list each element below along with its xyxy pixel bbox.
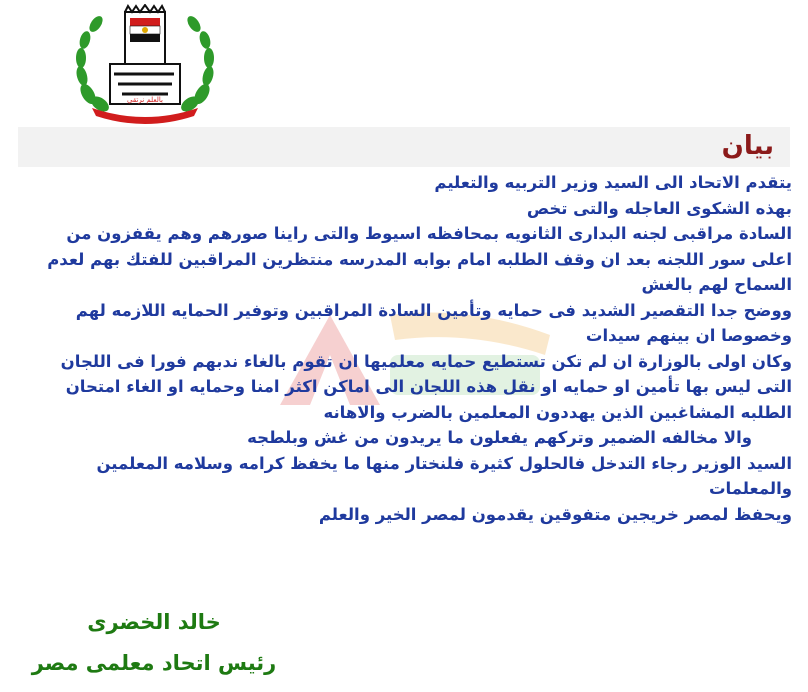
title-bar xyxy=(18,127,790,167)
paragraph: ووضح جدا التقصير الشديد فى حمايه وتأمين السادة المراقبين وتوفير الحمايه اللازمه لهم وخصوصا ان بينهم سيدات xyxy=(75,300,792,345)
signature-name: خالد الخضرى xyxy=(87,610,221,634)
paragraph: السادة مراقبى لجنه البدارى الثانويه بمحافظه اسيوط والتى راينا صورهم وهم يقفزون من اعلى سور اللجنه بعد ان وقف الطلبه امام بوابه المدرسه منتظرين المراقبين للفتك بهم لعدم السماح لهم بالغش xyxy=(47,224,792,294)
paragraph: السيد الوزير رجاء التدخل فالحلول كثيرة فلنختار منها ما يخفظ كرامه وسلامه المعلمين والمعلمات xyxy=(96,453,792,498)
page-title: بيان xyxy=(721,131,774,161)
paragraph: بهذه الشكوى العاجله والتى تخص xyxy=(526,198,792,218)
paragraph: ويحفظ لمصر خريجين متفوقين يقدمون لمصر الخير والعلم xyxy=(318,504,792,524)
signature-title: رئيس اتحاد معلمى مصر xyxy=(31,651,277,675)
union-logo xyxy=(70,4,220,124)
paragraph: يتقدم الاتحاد الى السيد وزير التربيه والتعليم xyxy=(434,173,792,192)
paragraph: وكان اولى بالوزارة ان لم تكن تستطيع حمايه معلميها ان تقوم بالغاء ندبهم فورا فى اللجان التى ليس بها تأمين او حمايه او نقل هذه اللجان الى اماكن اكثر امنا وحمايه او الغاء امتحان الطلبه المشاغبين الذين يهددون المعلمين بالضرب والاهانه xyxy=(60,351,792,422)
statement-body xyxy=(30,170,792,527)
paragraph: والا مخالفه الضمير وتركهم يفعلون ما يريدون من غش وبلطجه xyxy=(247,428,752,447)
svg-text:بالعلم نرتقي: بالعلم نرتقي xyxy=(127,96,163,104)
